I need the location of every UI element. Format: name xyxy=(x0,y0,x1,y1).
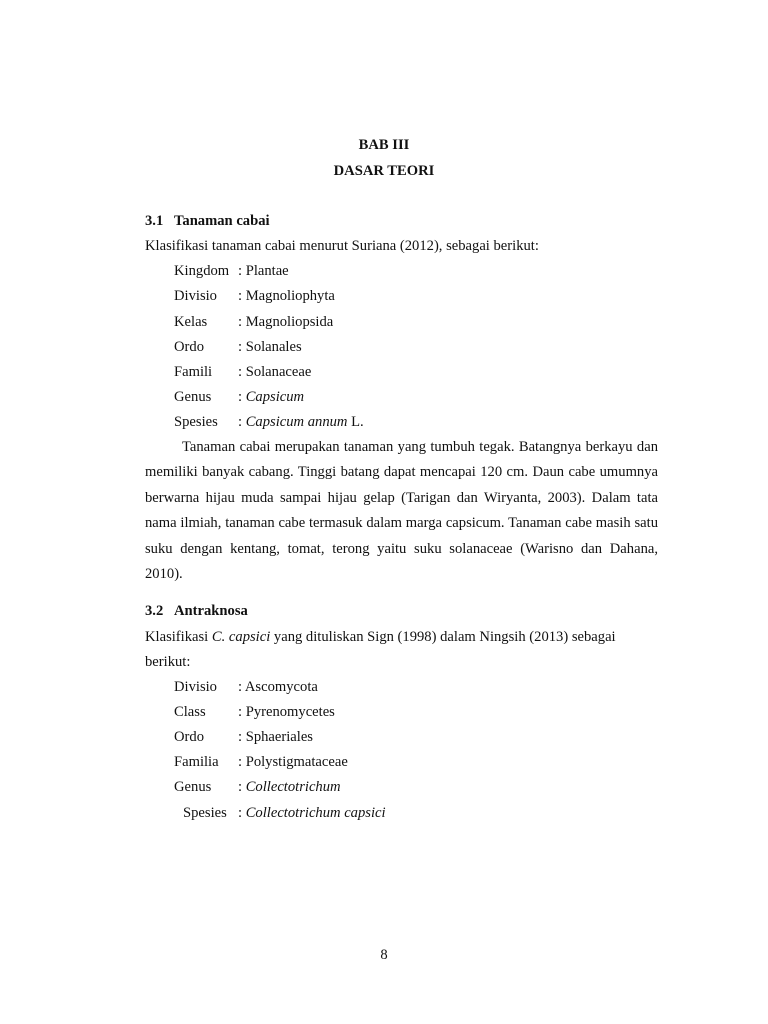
taxonomy-row: Kelas : Magnoliopsida xyxy=(174,314,334,330)
section-number: 3.1 xyxy=(145,213,164,229)
section-title: Antraknosa xyxy=(174,603,248,619)
taxonomy-row: Spesies : Capsicum annum L. xyxy=(174,414,364,430)
taxonomy-row: Genus : Capsicum xyxy=(174,389,305,405)
taxonomy-row: Divisio : Ascomycota xyxy=(174,679,318,695)
taxonomy-row: Divisio : Magnoliophyta xyxy=(174,288,335,304)
body-paragraph: Tanaman cabai merupakan tanaman yang tumbuh tegak. Batangnya berkayu dan memiliki banyak cabang. Tinggi batang dapat mencapai 120 cm. Daun cabe umumnya berwarna hijau muda sampai hijau gelap (Tarigan dan Wiryanta, 2003). Dalam tata nama ilmiah, tanaman cabe termasuk dalam marga capsicum. Tanaman cabe masih satu suku dengan kentang, tomat, terong yaitu suku solanaceae (Warisno dan Dahana, 2010). xyxy=(145,439,658,583)
section-intro: Klasifikasi tanaman cabai menurut Suriana (2012), sebagai berikut: xyxy=(145,238,539,254)
taxonomy-row: Spesies : Collectotrichum capsici xyxy=(183,805,386,821)
page-number: 8 xyxy=(380,947,388,963)
section-intro: Klasifikasi C. capsici yang dituliskan Sign (1998) dalam Ningsih (2013) sebagai xyxy=(145,629,616,645)
taxonomy-row: Familia : Polystigmataceae xyxy=(174,754,348,770)
taxonomy-row: Kingdom : Plantae xyxy=(174,263,289,279)
taxonomy-row: Genus : Collectotrichum xyxy=(174,779,341,795)
section-number: 3.2 xyxy=(145,603,164,619)
chapter-label: BAB III xyxy=(358,137,410,153)
chapter-title: DASAR TEORI xyxy=(333,163,435,179)
section-heading-3-2 xyxy=(145,603,248,620)
taxonomy-row: Ordo : Sphaeriales xyxy=(174,729,313,745)
section-heading-3-1 xyxy=(145,213,270,230)
taxonomy-row: Class : Pyrenomycetes xyxy=(174,704,335,720)
taxonomy-row: Famili : Solanaceae xyxy=(174,364,312,380)
taxonomy-row: Ordo : Solanales xyxy=(174,339,302,355)
section-intro-continued: berikut: xyxy=(145,654,191,670)
section-title: Tanaman cabai xyxy=(174,213,270,229)
